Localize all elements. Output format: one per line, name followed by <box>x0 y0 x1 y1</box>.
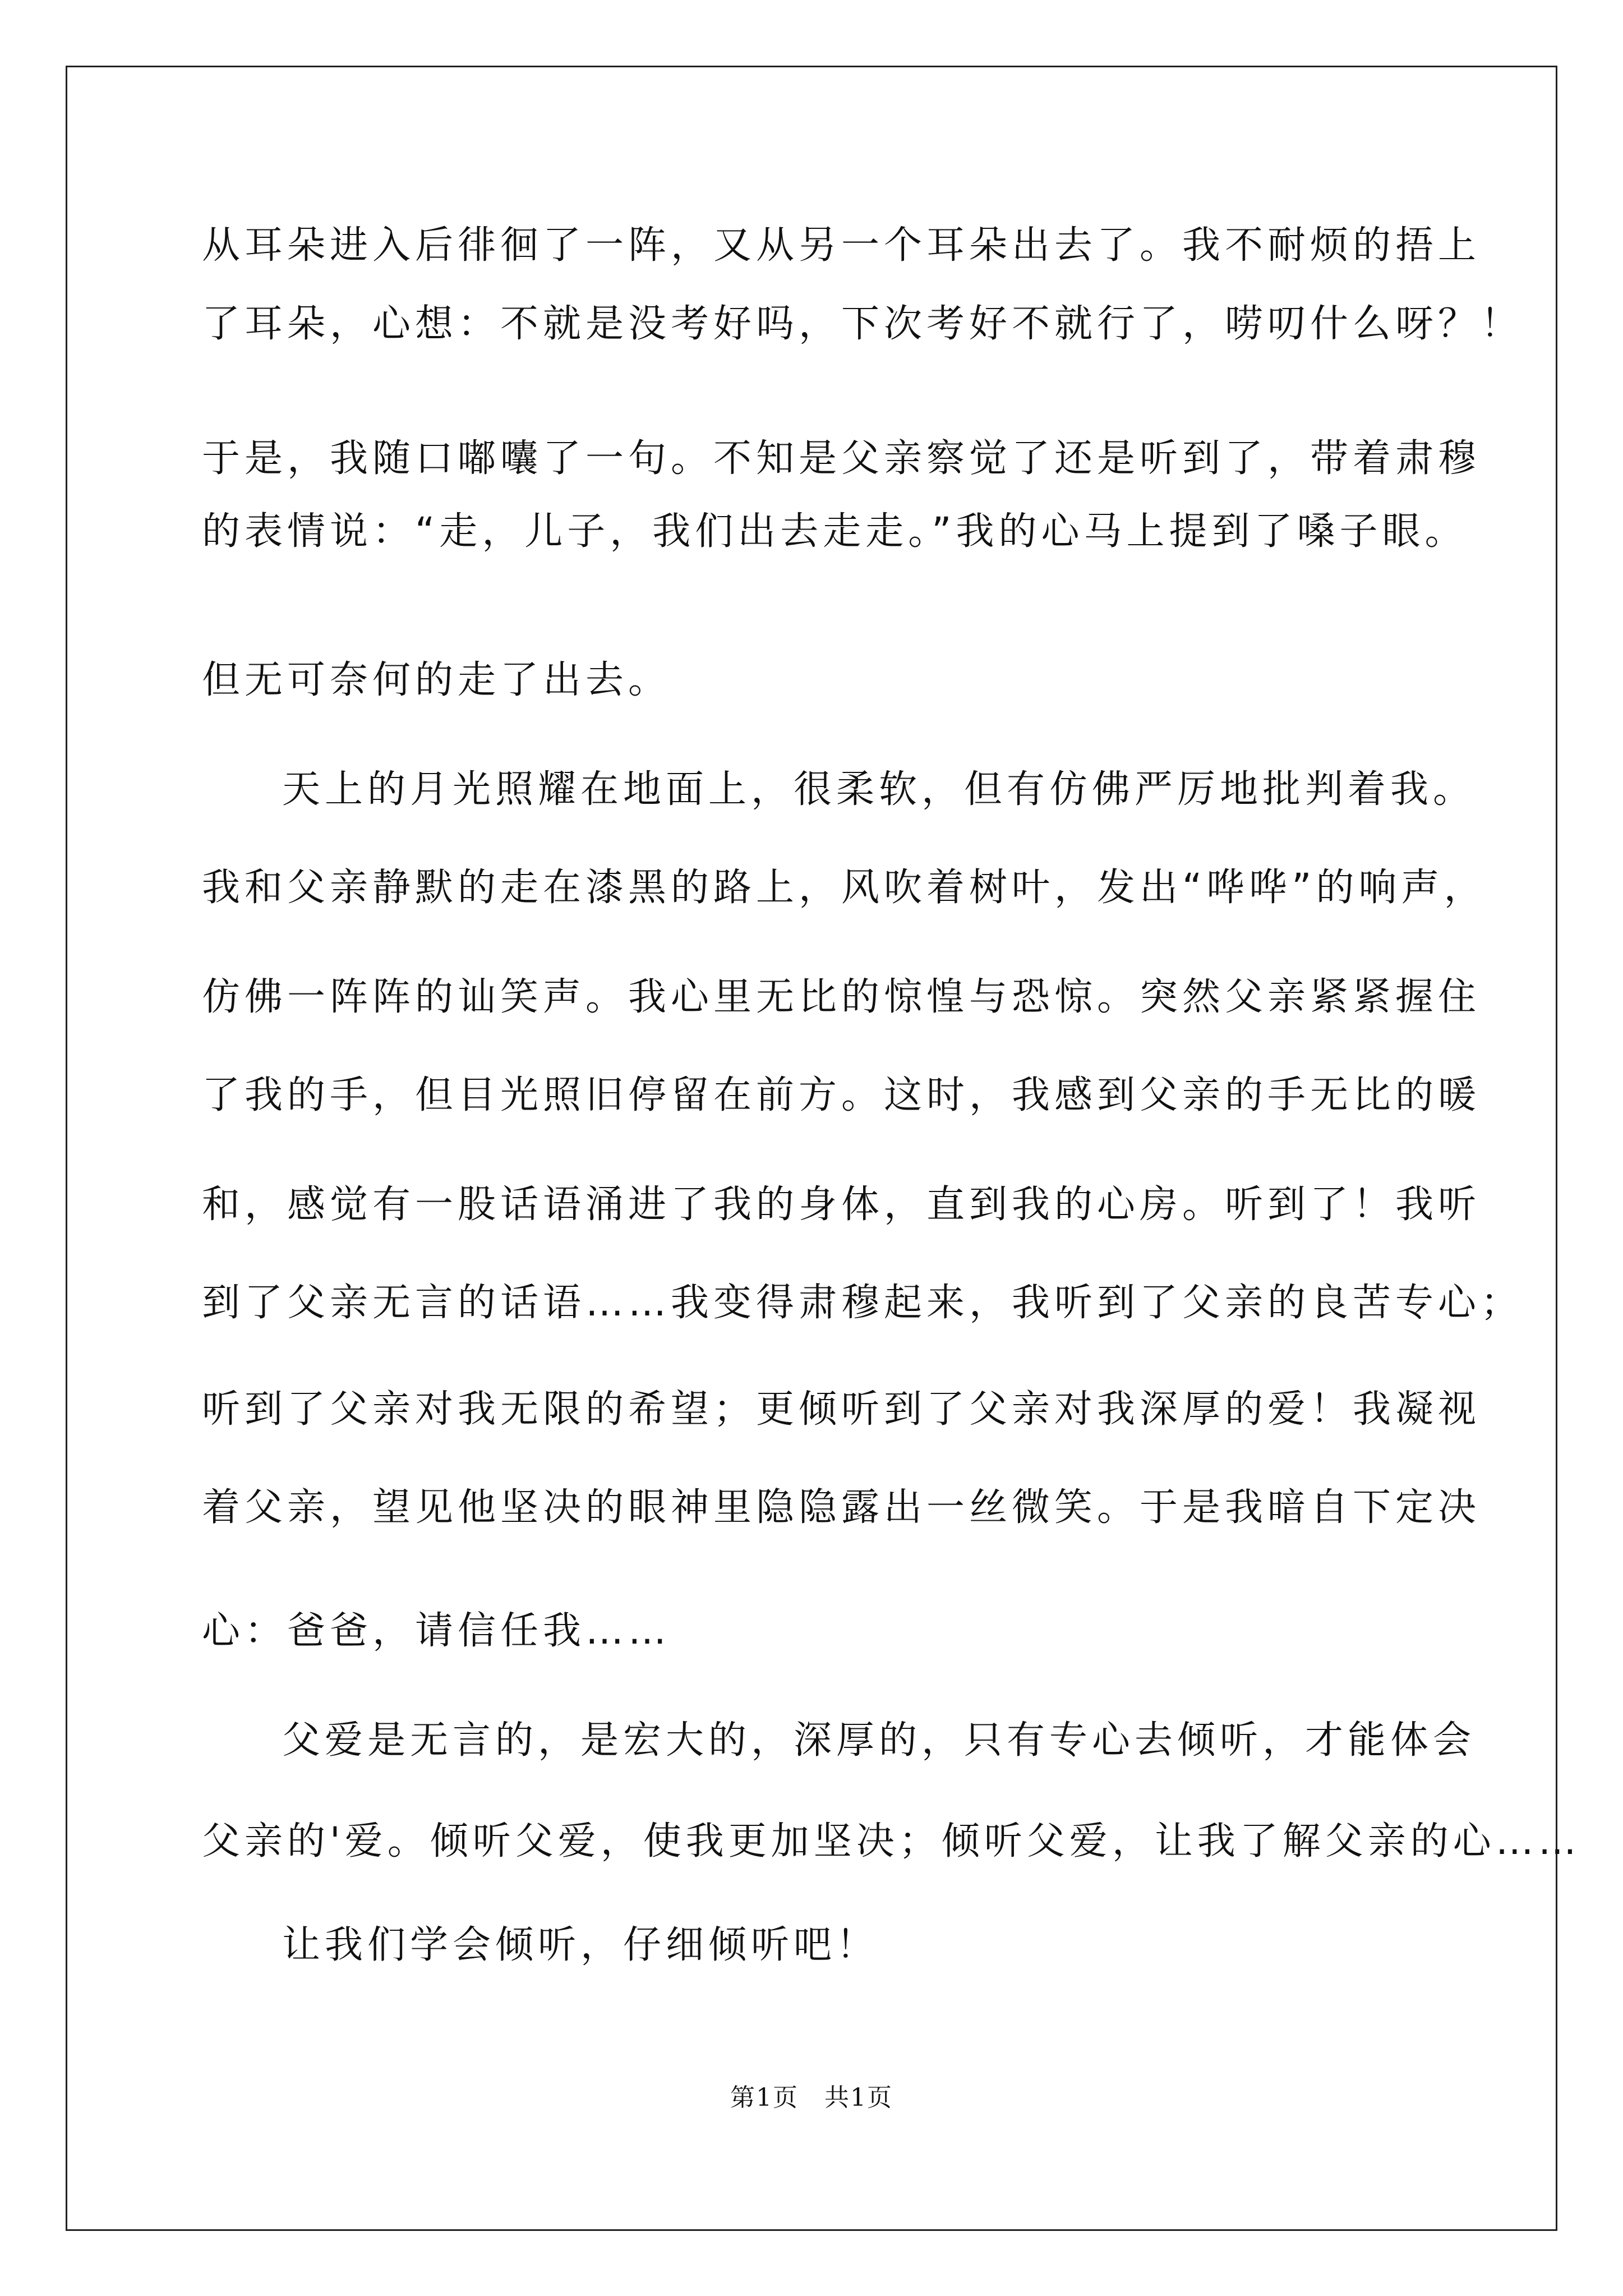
body-line: 从耳朵进入后徘徊了一阵，又从另一个耳朵出去了。我不耐烦的捂上 <box>202 223 1481 268</box>
body-line: 父爱是无言的，是宏大的，深厚的，只有专心去倾听，才能体会 <box>282 1718 1476 1763</box>
body-line: 我和父亲静默的走在漆黑的路上，风吹着树叶，发出“哗哗”的响声， <box>202 866 1487 910</box>
page-number-footer: 第1页 共1页 <box>730 2083 893 2112</box>
body-line: 的表情说：“走，儿子，我们出去走走。”我的心马上提到了嗓子眼。 <box>202 509 1468 554</box>
body-line: 着父亲，望见他坚决的眼神里隐隐露出一丝微笑。于是我暗自下定决 <box>202 1485 1481 1530</box>
body-line: 让我们学会倾听，仔细倾听吧！ <box>282 1923 879 1967</box>
body-line: 心：爸爸，请信任我…… <box>202 1609 671 1653</box>
body-line: 但无可奈何的走了出去。 <box>202 658 671 702</box>
body-line: 仿佛一阵阵的讪笑声。我心里无比的惊惶与恐惊。突然父亲紧紧握住 <box>202 975 1481 1019</box>
body-line: 了我的手，但目光照旧停留在前方。这时，我感到父亲的手无比的暖 <box>202 1073 1481 1117</box>
body-line: 听到了父亲对我无限的希望；更倾听到了父亲对我深厚的爱！我凝视 <box>202 1387 1481 1432</box>
body-line: 父亲的'爱。倾听父爱，使我更加坚决；倾听父爱，让我了解父亲的心…… <box>202 1819 1581 1864</box>
body-line: 天上的月光照耀在地面上，很柔软，但有仿佛严厉地批判着我。 <box>282 767 1476 812</box>
body-line: 和，感觉有一股话语涌进了我的身体，直到我的心房。听到了！我听 <box>202 1182 1481 1227</box>
body-line: 到了父亲无言的话语……我变得肃穆起来，我听到了父亲的良苦专心； <box>202 1281 1524 1325</box>
page-border <box>66 66 1581 2231</box>
body-line: 了耳朵，心想：不就是没考好吗，下次考好不就行了，唠叨什么呀？！ <box>202 302 1524 346</box>
body-line: 于是，我随口嘟囔了一句。不知是父亲察觉了还是听到了，带着肃穆 <box>202 436 1481 481</box>
